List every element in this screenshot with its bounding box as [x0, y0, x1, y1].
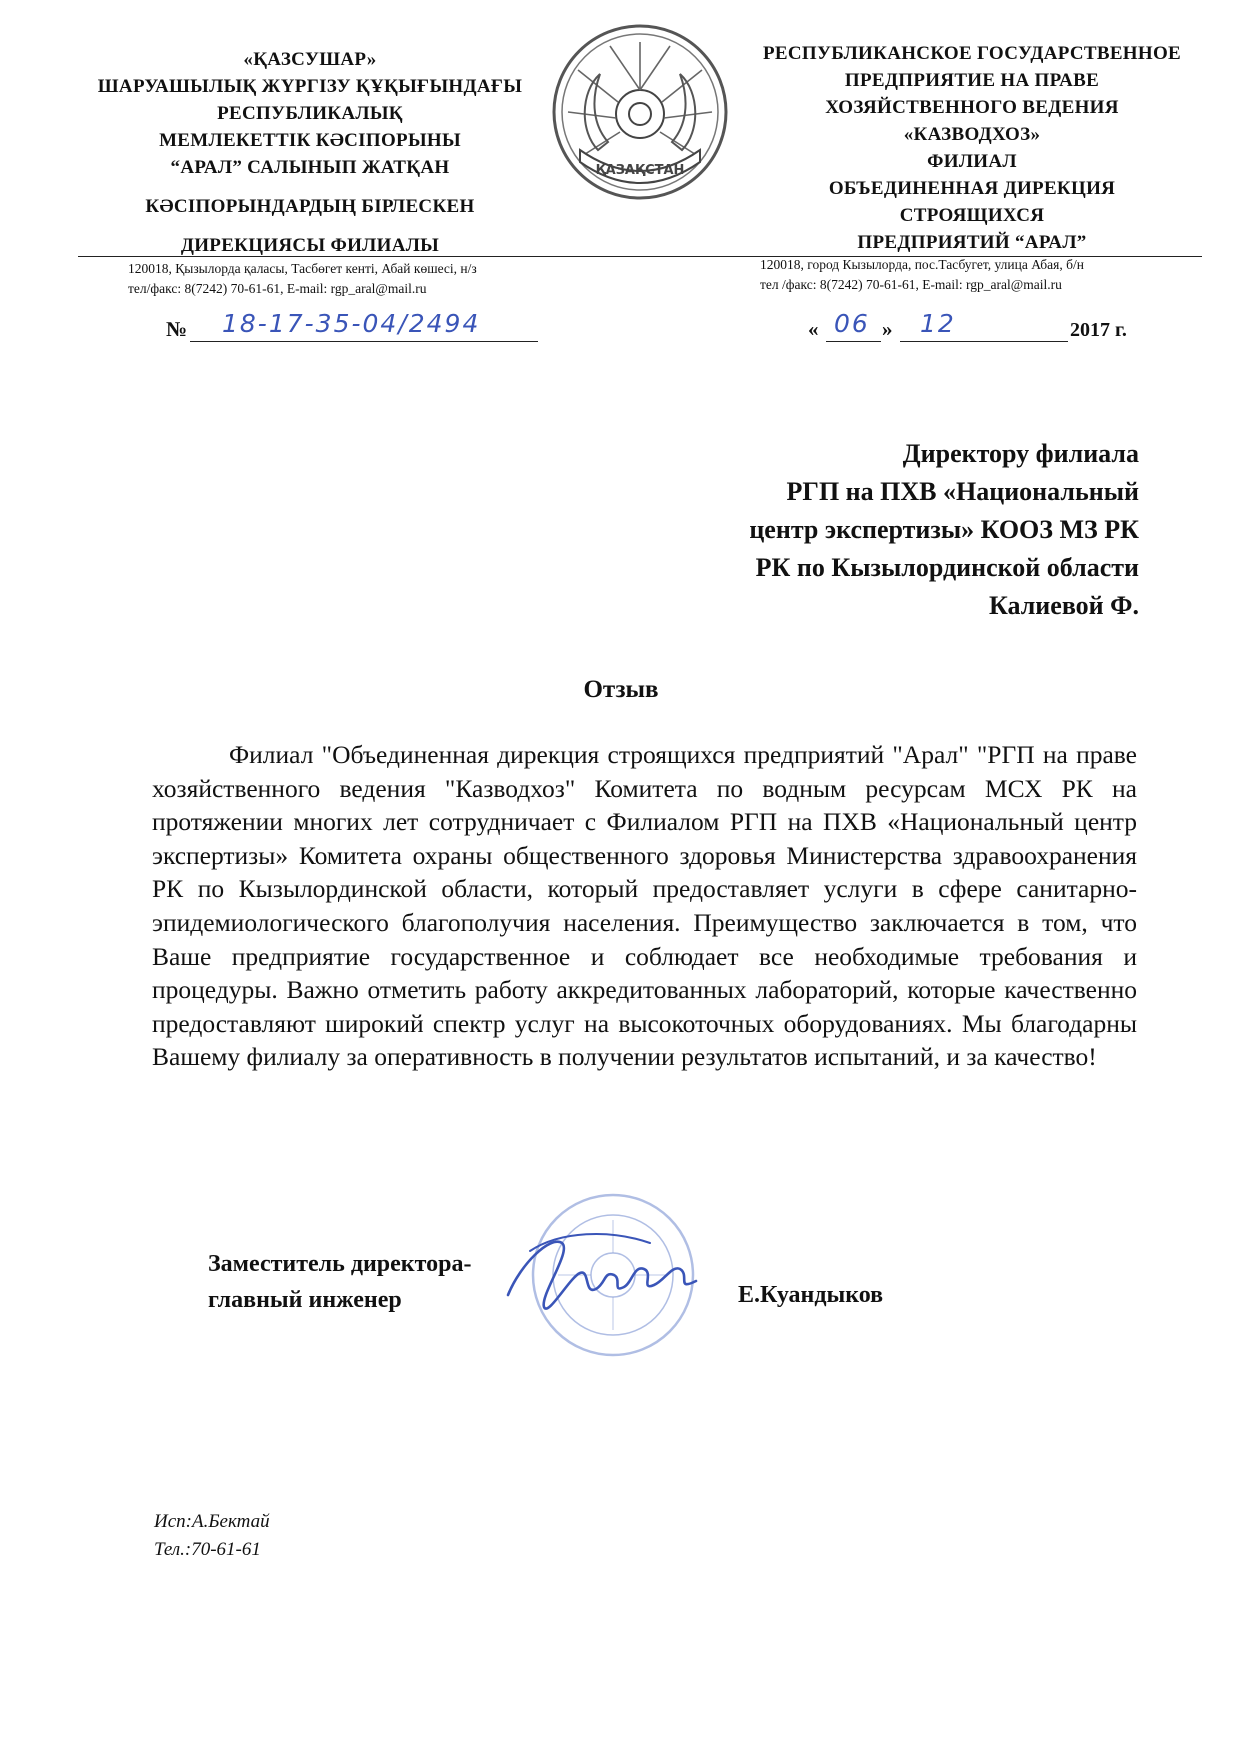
address-right-line: 120018, город Кызылорда, пос.Тасбугет, улица Абая, б/н — [760, 257, 1084, 272]
handwritten-signature-icon — [500, 1225, 710, 1325]
reference-number-line — [190, 341, 538, 342]
header-left-line: ШАРУАШЫЛЫҚ ЖҮРГІЗУ ҚҰҚЫҒЫНДАҒЫ — [97, 76, 523, 97]
header-right-line: ПРЕДПРИЯТИЙ “АРАЛ” — [857, 232, 1087, 253]
date-open-quote: « — [808, 317, 819, 341]
header-right-line: СТРОЯЩИХСЯ — [899, 205, 1045, 226]
executor-phone: Тел.:70-61-61 — [154, 1539, 261, 1560]
address-left — [128, 259, 477, 299]
date-month-value: 12 — [920, 309, 956, 338]
state-emblem-icon — [550, 22, 730, 202]
executor-info — [154, 1508, 270, 1564]
header-right-line: ФИЛИАЛ — [927, 151, 1017, 172]
header-right-line: ПРЕДПРИЯТИЕ НА ПРАВЕ — [844, 70, 1100, 91]
header-right — [752, 40, 1192, 256]
header-left-line: «ҚАЗСУШАР» — [243, 49, 377, 70]
signatory-name: Е.Куандыков — [738, 1282, 884, 1308]
address-left-line: тел/факс: 8(7242) 70-61-61, E-mail: rgp_aral@mail.ru — [128, 281, 427, 296]
address-left-line: 120018, Қызылорда қаласы, Тасбөгет кенті, Абай көшесі, н/з — [128, 261, 477, 276]
addressee-line: Директору филиала — [902, 439, 1139, 468]
addressee-line: РГП на ПХВ «Национальный — [786, 477, 1139, 506]
reference-number-value: 18-17-35-04/2494 — [222, 309, 481, 338]
date-close-quote: » — [882, 317, 893, 341]
header-right-line: ХОЗЯЙСТВЕННОГО ВЕДЕНИЯ — [825, 97, 1119, 118]
date-month-line — [900, 341, 1068, 342]
signatory-title-line: главный инженер — [208, 1287, 402, 1313]
header-right-line: «КАЗВОДХОЗ» — [903, 124, 1041, 145]
header-left-line: КӘСІПОРЫНДАРДЫҢ БІРЛЕСКЕН — [145, 196, 475, 217]
header-left-line: “АРАЛ” САЛЫНЫП ЖАТҚАН — [170, 157, 450, 178]
header-left-line: ДИРЕКЦИЯСЫ ФИЛИАЛЫ — [180, 235, 440, 256]
date-day-line — [826, 341, 881, 342]
header-left — [80, 46, 540, 259]
letter-body: Филиал "Объединенная дирекция строящихся предприятий "Арал" "РГП на праве хозяйственного ведения "Казводхоз" Комитета по водным ресурсам МСХ РК на протяжении многих лет сотрудничает с Филиалом РГП на ПХВ «Национальный центр экспертизы» Комитета охраны общественного здоровья Министерства здравоохранения РК по Кызылординской области, который предоставляет услуги в сфере санитарно-эпидемиологического благополучия населения. Преимущество заключается в том, что Ваше предприятие государственное и соблюдает все необходимые требования и процедуры. Важно отметить работу аккредитованных лабораторий, которые качественно предоставляют широкий спектр услуг на высокоточных оборудованиях. Мы благодарны Вашему филиалу за оперативность в получении результатов испытаний, и за качество! — [152, 740, 1137, 1072]
address-right — [760, 255, 1084, 295]
emblem-text: ҚАЗАҚСТАН — [595, 163, 685, 178]
document-title: Отзыв — [583, 676, 659, 703]
reference-number-label: № — [166, 317, 188, 341]
addressee-line: РК по Кызылординской области — [755, 553, 1139, 582]
addressee-line: Калиевой Ф. — [988, 591, 1139, 620]
header-left-line: МЕМЛЕКЕТТІК КӘСІПОРЫНЫ — [159, 130, 461, 151]
header-left-line: РЕСПУБЛИКАЛЫҚ — [217, 103, 403, 124]
addressee-line: центр экспертизы» КООЗ МЗ РК — [749, 515, 1139, 544]
date-day-value: 06 — [834, 309, 870, 338]
addressee-block — [749, 435, 1139, 625]
address-right-line: тел /факс: 8(7242) 70-61-61, E-mail: rgp_aral@mail.ru — [760, 277, 1062, 292]
header-right-line: РЕСПУБЛИКАНСКОЕ ГОСУДАРСТВЕННОЕ — [762, 43, 1182, 64]
signatory-title — [208, 1246, 471, 1318]
date-year: 2017 г. — [1070, 319, 1127, 341]
header-right-line: ОБЪЕДИНЕННАЯ ДИРЕКЦИЯ — [828, 178, 1116, 199]
executor-name: Исп:А.Бектай — [154, 1511, 270, 1532]
signatory-title-line: Заместитель директора- — [208, 1251, 472, 1277]
